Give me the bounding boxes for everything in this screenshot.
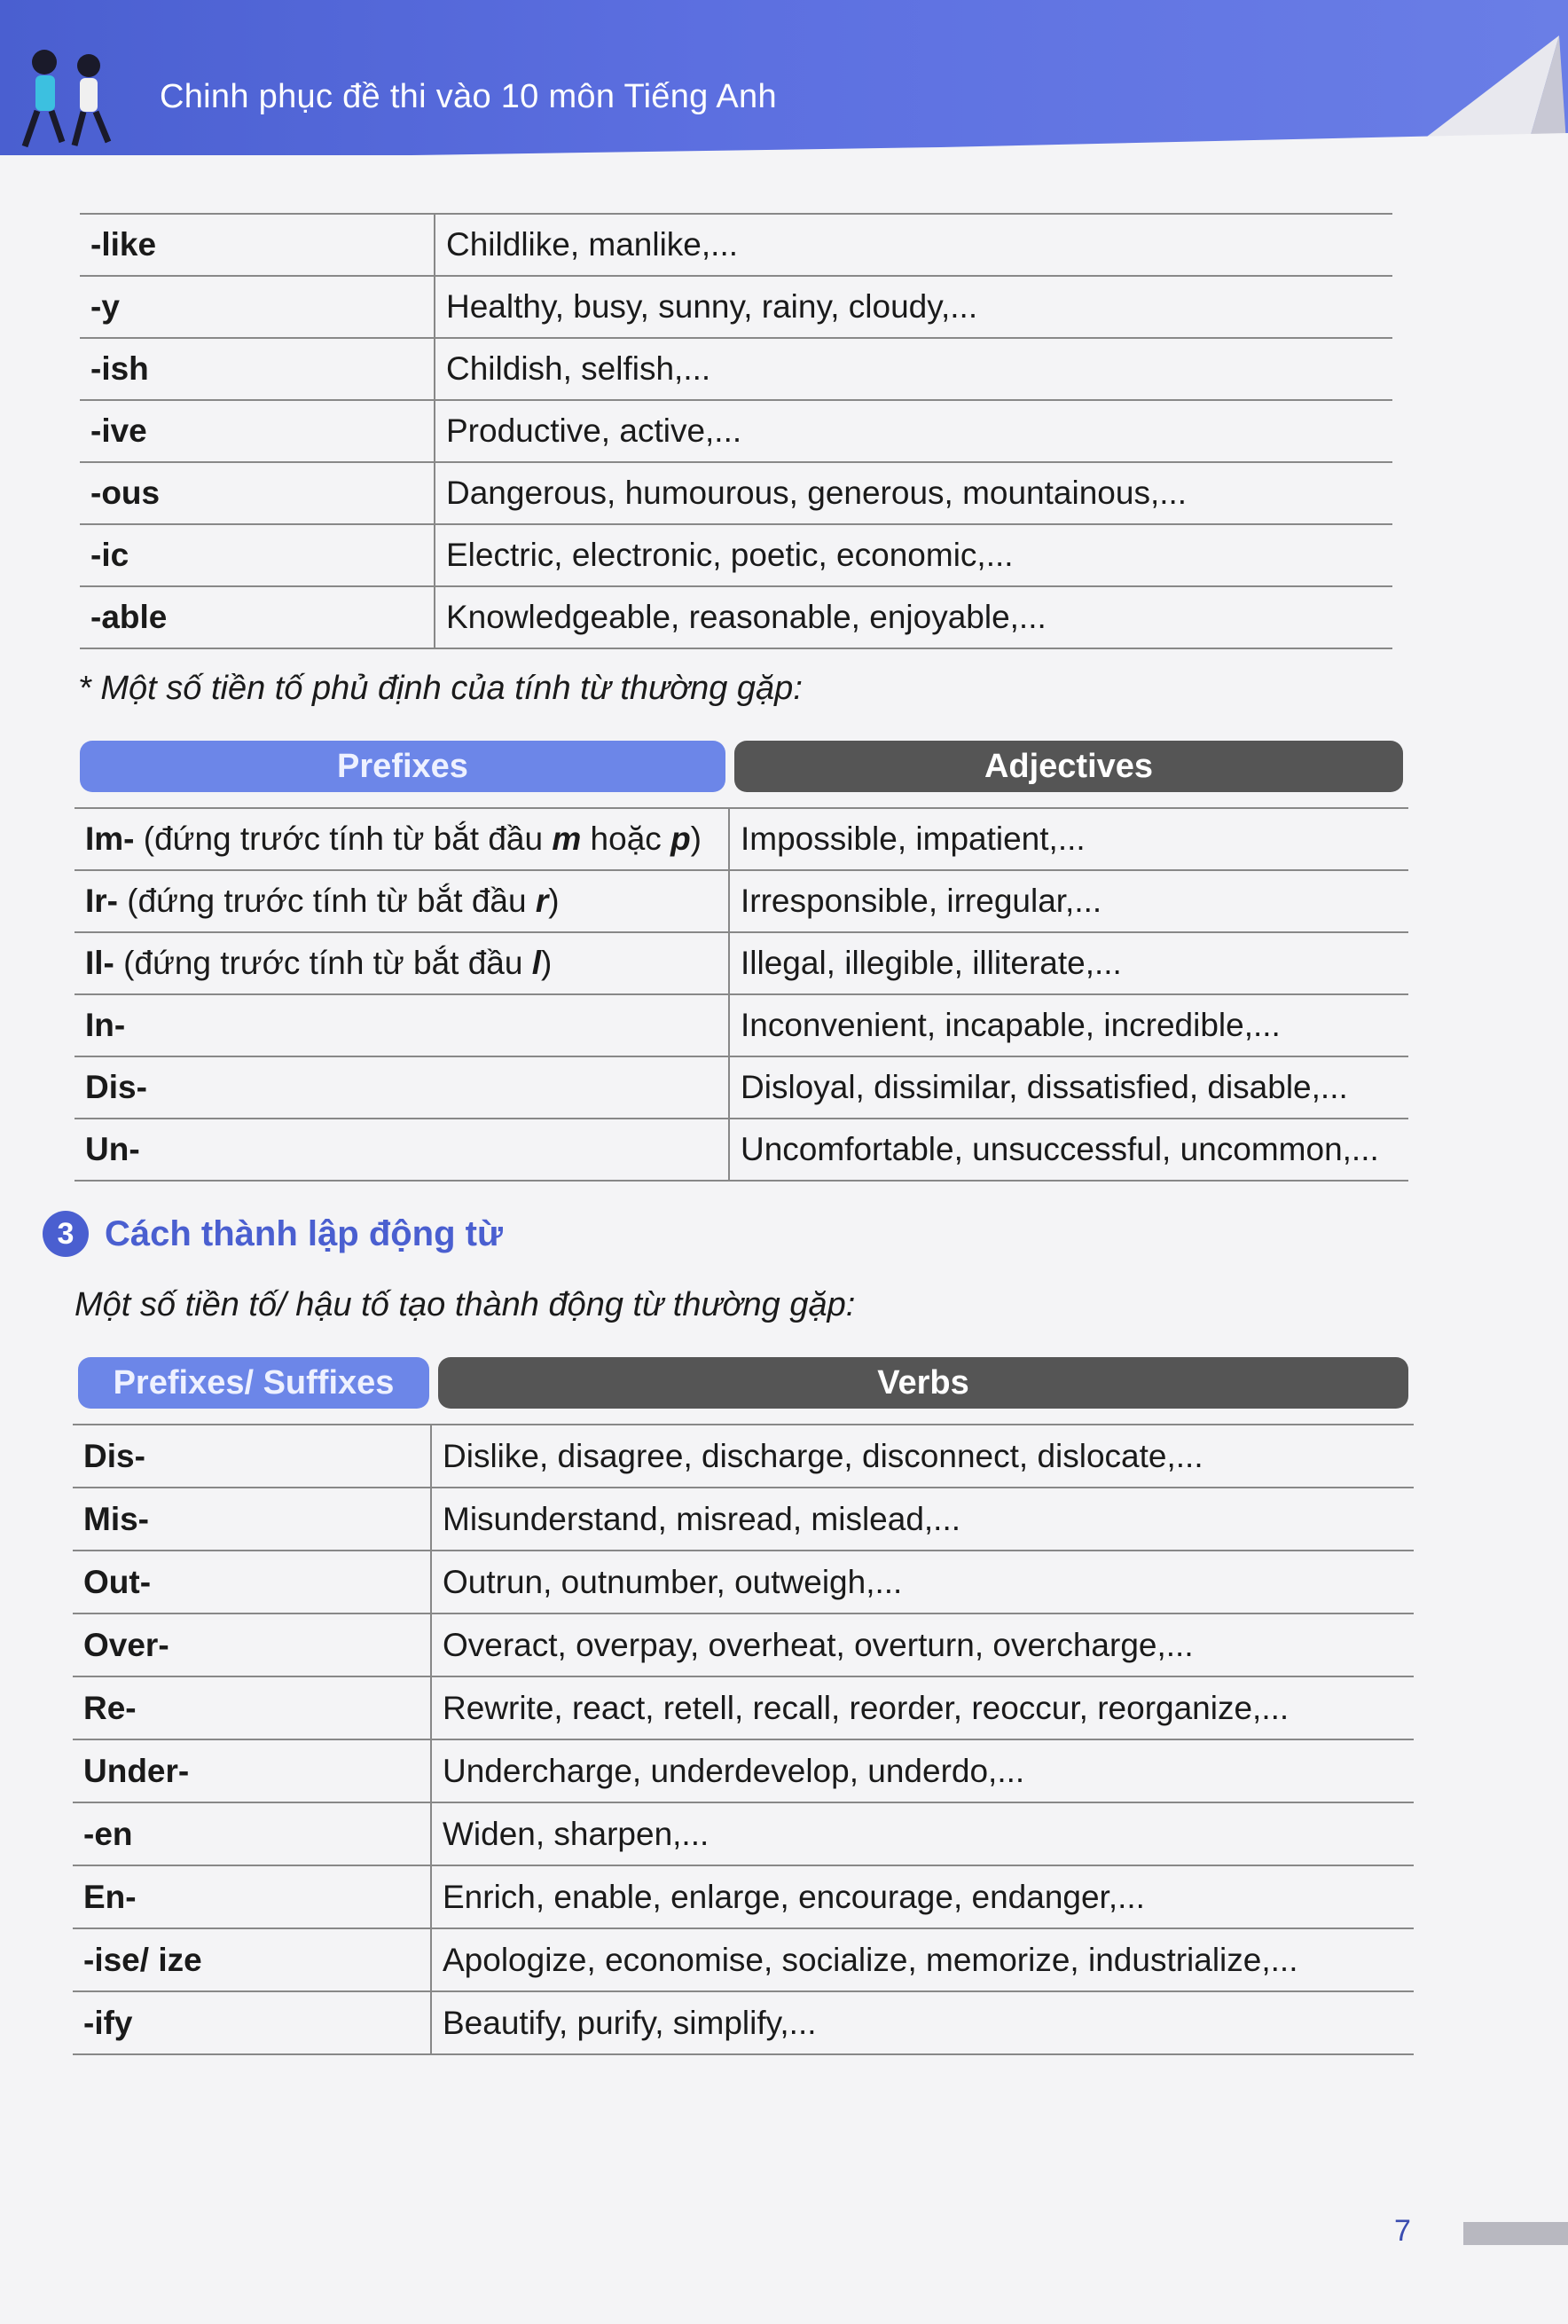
prefixes-suffixes-header: Prefixes/ Suffixes xyxy=(78,1357,429,1409)
page-tab xyxy=(1463,2222,1568,2245)
examples-cell: Irresponsible, irregular,... xyxy=(729,870,1408,932)
suffix-cell: -ive xyxy=(80,400,435,462)
prefix-label: Il- xyxy=(85,945,114,981)
table-row xyxy=(73,1991,1414,2054)
affix-cell: -ise/ ize xyxy=(73,1928,431,1991)
prefix-label: Dis- xyxy=(85,1069,147,1105)
suffix-cell: -y xyxy=(80,276,435,338)
table-row xyxy=(73,1928,1414,1991)
examples-cell: Undercharge, underdevelop, underdo,... xyxy=(431,1739,1414,1802)
prefixes-header: Prefixes xyxy=(80,741,725,792)
table-row xyxy=(73,1676,1414,1739)
examples-cell: Healthy, busy, sunny, rainy, cloudy,... xyxy=(435,276,1392,338)
examples-cell: Illegal, illegible, illiterate,... xyxy=(729,932,1408,994)
prefix-label: Im- xyxy=(85,820,135,857)
adjectives-header: Adjectives xyxy=(734,741,1403,792)
suffix-cell: -able xyxy=(80,586,435,648)
table-row xyxy=(80,338,1392,400)
examples-cell: Impossible, impatient,... xyxy=(729,808,1408,870)
table-row xyxy=(80,586,1392,648)
table-row xyxy=(73,1613,1414,1676)
table-row xyxy=(73,1425,1414,1488)
students-logo-icon xyxy=(9,35,124,151)
affix-cell: En- xyxy=(73,1865,431,1928)
section-3-heading xyxy=(43,1211,503,1257)
table-row xyxy=(73,1802,1414,1865)
examples-cell: Uncomfortable, unsuccessful, uncommon,... xyxy=(729,1119,1408,1181)
examples-cell: Apologize, economise, socialize, memorize, industrialize,... xyxy=(431,1928,1414,1991)
affix-cell: Under- xyxy=(73,1739,431,1802)
affix-cell: -en xyxy=(73,1802,431,1865)
affix-cell: Over- xyxy=(73,1613,431,1676)
table-row xyxy=(74,808,1408,870)
affix-cell: Dis- xyxy=(73,1425,431,1488)
examples-cell: Disloyal, dissimilar, dissatisfied, disable,... xyxy=(729,1056,1408,1119)
examples-cell: Beautify, purify, simplify,... xyxy=(431,1991,1414,2054)
prefix-description: (đứng trước tính từ bắt đầu xyxy=(114,945,532,981)
examples-cell: Misunderstand, misread, mislead,... xyxy=(431,1488,1414,1551)
prefix-label: In- xyxy=(85,1007,126,1043)
examples-cell: Dangerous, humourous, generous, mountainous,... xyxy=(435,462,1392,524)
affix-cell: Mis- xyxy=(73,1488,431,1551)
table-row xyxy=(80,276,1392,338)
prefix-letter: m xyxy=(552,820,582,857)
suffix-cell: -ous xyxy=(80,462,435,524)
prefix-description: ) xyxy=(690,820,702,857)
examples-cell: Outrun, outnumber, outweigh,... xyxy=(431,1551,1414,1613)
prefix-description: ) xyxy=(541,945,553,981)
header-title: Chinh phục đề thi vào 10 môn Tiếng Anh xyxy=(160,78,777,115)
section-title: Cách thành lập động từ xyxy=(105,1213,503,1253)
verbs-header: Verbs xyxy=(438,1357,1408,1409)
prefix-cell xyxy=(74,808,729,870)
table-row xyxy=(74,994,1408,1056)
table-row xyxy=(73,1739,1414,1802)
prefix-letter: r xyxy=(535,883,549,919)
prefix-cell xyxy=(74,870,729,932)
prefix-letter: l xyxy=(531,945,542,981)
table-row xyxy=(74,932,1408,994)
prefix-label: Un- xyxy=(85,1131,140,1167)
prefix-description: ) xyxy=(548,883,560,919)
examples-cell: Enrich, enable, enlarge, encourage, endanger,... xyxy=(431,1865,1414,1928)
prefix-cell xyxy=(74,994,729,1056)
affix-cell: Out- xyxy=(73,1551,431,1613)
prefix-label: Ir- xyxy=(85,883,118,919)
table-row xyxy=(74,1119,1408,1181)
examples-cell: Electric, electronic, poetic, economic,... xyxy=(435,524,1392,586)
suffix-cell: -ic xyxy=(80,524,435,586)
examples-cell: Childlike, manlike,... xyxy=(435,214,1392,276)
table-row xyxy=(73,1865,1414,1928)
examples-cell: Inconvenient, incapable, incredible,... xyxy=(729,994,1408,1056)
table-row xyxy=(73,1488,1414,1551)
table-row xyxy=(74,870,1408,932)
prefix-description: (đứng trước tính từ bắt đầu xyxy=(118,883,536,919)
prefix-cell xyxy=(74,932,729,994)
page-number: 7 xyxy=(1394,2214,1411,2248)
negative-prefix-note: * Một số tiền tố phủ định của tính từ thường gặp: xyxy=(78,670,803,707)
table-row xyxy=(80,400,1392,462)
prefix-cell xyxy=(74,1119,729,1181)
table-row xyxy=(80,462,1392,524)
table-row xyxy=(80,524,1392,586)
table-row xyxy=(74,1056,1408,1119)
suffix-cell: -like xyxy=(80,214,435,276)
negative-prefix-header xyxy=(80,741,1403,792)
table-row xyxy=(73,1551,1414,1613)
examples-cell: Widen, sharpen,... xyxy=(431,1802,1414,1865)
prefix-letter: p xyxy=(670,820,691,857)
prefix-description: (đứng trước tính từ bắt đầu xyxy=(134,820,553,857)
examples-cell: Knowledgeable, reasonable, enjoyable,... xyxy=(435,586,1392,648)
verb-affix-header xyxy=(78,1357,1408,1409)
negative-prefix-table xyxy=(74,807,1408,1182)
adjective-suffix-table xyxy=(80,213,1392,649)
examples-cell: Dislike, disagree, discharge, disconnect, dislocate,... xyxy=(431,1425,1414,1488)
examples-cell: Childish, selfish,... xyxy=(435,338,1392,400)
examples-cell: Overact, overpay, overheat, overturn, overcharge,... xyxy=(431,1613,1414,1676)
verb-affix-note: Một số tiền tố/ hậu tố tạo thành động từ thường gặp: xyxy=(74,1286,856,1323)
affix-cell: Re- xyxy=(73,1676,431,1739)
affix-cell: -ify xyxy=(73,1991,431,2054)
suffix-cell: -ish xyxy=(80,338,435,400)
examples-cell: Rewrite, react, retell, recall, reorder, reoccur, reorganize,... xyxy=(431,1676,1414,1739)
prefix-description: hoặc xyxy=(581,820,671,857)
examples-cell: Productive, active,... xyxy=(435,400,1392,462)
section-number: 3 xyxy=(43,1211,89,1257)
prefix-cell xyxy=(74,1056,729,1119)
table-row xyxy=(80,214,1392,276)
verb-affix-table xyxy=(73,1424,1414,2055)
header-banner xyxy=(0,0,1568,155)
